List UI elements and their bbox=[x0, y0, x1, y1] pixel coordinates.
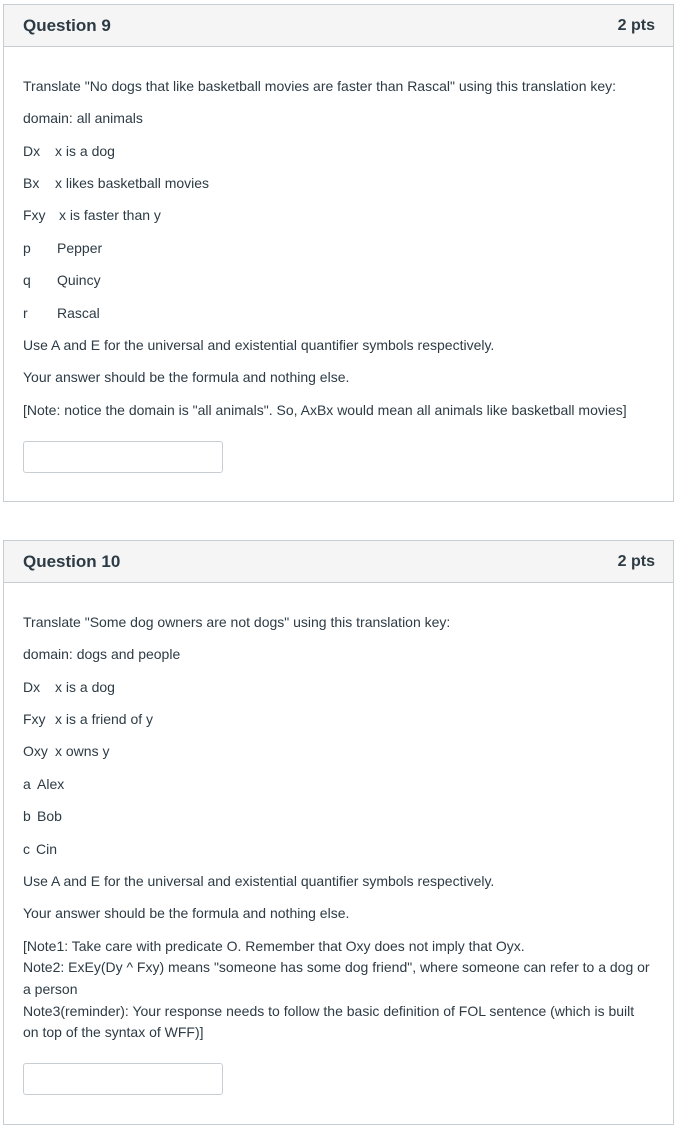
key-description: Cin bbox=[36, 841, 58, 857]
instruction-quantifiers: Use A and E for the universal and existential quantifier symbols respectively. bbox=[23, 873, 495, 889]
key-description: x likes basketball movies bbox=[55, 175, 210, 191]
question-header bbox=[4, 5, 673, 47]
question-note-line: on top of the syntax of WFF)] bbox=[23, 1024, 204, 1040]
key-entry bbox=[23, 742, 109, 760]
key-entry bbox=[23, 678, 115, 696]
key-description: Alex bbox=[37, 776, 65, 792]
question-title: Question 10 bbox=[23, 551, 121, 571]
question-prompt: Translate "Some dog owners are not dogs" using this translation key: bbox=[23, 614, 451, 630]
key-description: x is a friend of y bbox=[55, 711, 154, 727]
key-entry bbox=[23, 271, 101, 289]
instruction-answer-format: Your answer should be the formula and nothing else. bbox=[23, 905, 350, 921]
key-entry bbox=[23, 142, 115, 160]
key-symbol: Dx bbox=[23, 679, 41, 695]
key-symbol: Bx bbox=[23, 175, 40, 191]
key-description: x is a dog bbox=[55, 143, 115, 159]
key-description: Rascal bbox=[57, 305, 100, 321]
key-description: Bob bbox=[37, 808, 62, 824]
question-title: Question 9 bbox=[23, 15, 111, 35]
question-10-card bbox=[3, 540, 674, 1125]
key-entry bbox=[23, 710, 153, 728]
key-description: Quincy bbox=[57, 272, 101, 288]
key-description: x is a dog bbox=[55, 679, 115, 695]
key-entry bbox=[23, 807, 62, 825]
key-symbol: c bbox=[23, 841, 30, 857]
question-note-line: Note2: ExEy(Dy ^ Fxy) means "someone has some dog friend", where someone can refer to a dog or bbox=[23, 959, 650, 975]
question-9-card bbox=[3, 4, 674, 502]
instruction-answer-format: Your answer should be the formula and nothing else. bbox=[23, 369, 350, 385]
key-symbol: Dx bbox=[23, 143, 41, 159]
question-note-line: [Note1: Take care with predicate O. Remember that Oxy does not imply that Oyx. bbox=[23, 938, 525, 954]
key-description: Pepper bbox=[57, 240, 103, 256]
answer-input[interactable] bbox=[23, 1063, 223, 1095]
domain-text: domain: all animals bbox=[23, 110, 143, 126]
key-description: x owns y bbox=[55, 743, 110, 759]
key-entry bbox=[23, 304, 100, 322]
answer-input[interactable] bbox=[23, 441, 223, 473]
key-symbol: a bbox=[23, 776, 31, 792]
question-points: 2 pts bbox=[617, 16, 655, 34]
key-symbol: q bbox=[23, 272, 31, 288]
question-note: [Note: notice the domain is "all animals". So, AxBx would mean all animals like basketball movies] bbox=[23, 402, 627, 418]
key-symbol: Fxy bbox=[23, 207, 46, 223]
key-entry bbox=[23, 840, 57, 858]
key-entry bbox=[23, 775, 64, 793]
question-note-line: a person bbox=[23, 981, 78, 997]
key-entry bbox=[23, 174, 209, 192]
key-symbol: b bbox=[23, 808, 31, 824]
key-symbol: Oxy bbox=[23, 743, 48, 759]
instruction-quantifiers: Use A and E for the universal and existential quantifier symbols respectively. bbox=[23, 337, 495, 353]
domain-text: domain: dogs and people bbox=[23, 646, 181, 662]
question-header bbox=[4, 541, 673, 583]
question-points: 2 pts bbox=[617, 552, 655, 570]
question-prompt: Translate "No dogs that like basketball movies are faster than Rascal" using this translation key: bbox=[23, 78, 617, 94]
key-entry bbox=[23, 239, 102, 257]
question-note-line: Note3(reminder): Your response needs to follow the basic definition of FOL sentence (which is built bbox=[23, 1003, 635, 1019]
key-description: x is faster than y bbox=[59, 207, 161, 223]
key-symbol: p bbox=[23, 240, 31, 256]
key-symbol: r bbox=[23, 305, 28, 321]
key-entry bbox=[23, 206, 161, 224]
key-symbol: Fxy bbox=[23, 711, 46, 727]
